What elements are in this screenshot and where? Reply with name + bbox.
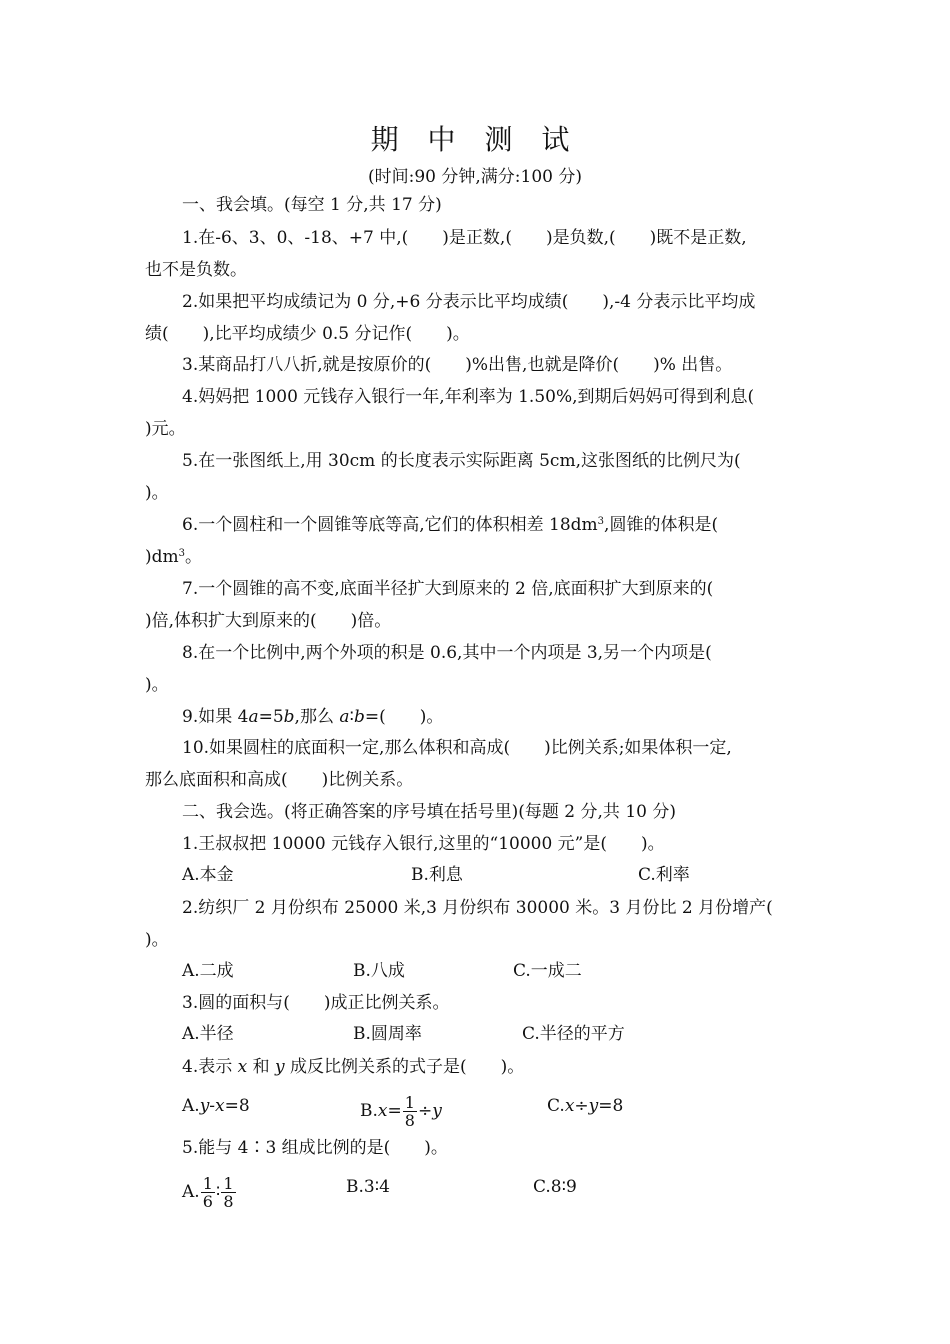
question-line: )元。 (145, 419, 186, 439)
option-b: B.x= $\frac{1}{8}$ ÷y (360, 1093, 442, 1130)
fraction: $\frac{1}{8}$ (223, 1174, 234, 1211)
question-line: 3.某商品打八八折,就是按原价的( )%出售,也就是降价( )% 出售。 (182, 355, 733, 375)
section-1-heading: 一、我会填。(每空 1 分,共 17 分) (182, 195, 442, 215)
section-2-heading: 二、我会选。(将正确答案的序号填在括号里)(每题 2 分,共 10 分) (182, 802, 676, 822)
option-b: B.3∶4 (346, 1177, 390, 1197)
question-line: 5.在一张图纸上,用 30cm 的长度表示实际距离 5cm,这张图纸的比例尺为( (182, 451, 741, 471)
question-line: )。 (145, 675, 169, 695)
option-b: B.八成 (353, 961, 405, 981)
option-c: C.8∶9 (533, 1177, 577, 1197)
option-c: C.半径的平方 (522, 1024, 625, 1044)
question-line: 6.一个圆柱和一个圆锥等底等高,它们的体积相差 $18dm^3$,圆锥的体积是( (182, 515, 719, 535)
option-c: C.利率 (638, 865, 690, 885)
option-a: A.本金 (182, 865, 234, 885)
question-line: )$dm^3$。 (145, 547, 203, 567)
question-line: )。 (145, 483, 169, 503)
question-line: 9.如果 4a=5b,那么 a∶b=( )。 (182, 707, 444, 727)
choice-question-stem: 4.表示 x 和 y 成反比例关系的式子是( )。 (182, 1057, 525, 1077)
option-a: A. $\frac{1}{6}$ ∶ $\frac{1}{8}$ (182, 1174, 234, 1211)
choice-question-stem-continued: )。 (145, 930, 169, 950)
question-line: 2.如果把平均成绩记为 0 分,+6 分表示比平均成绩( ),-4 分表示比平均成 (182, 292, 756, 312)
option-b: B.利息 (411, 865, 463, 885)
fraction: $\frac{1}{6}$ (202, 1174, 213, 1211)
page-title: 期 中 测 试 (370, 123, 580, 156)
option-a: A.二成 (182, 961, 234, 981)
question-line: )倍,体积扩大到原来的( )倍。 (145, 611, 392, 631)
option-b: B.圆周率 (353, 1024, 422, 1044)
choice-question-stem: 2.纺织厂 2 月份织布 25000 米,3 月份织布 30000 米。3 月份比 2 月份增产( (182, 898, 773, 918)
question-line: 10.如果圆柱的底面积一定,那么体积和高成( )比例关系;如果体积一定, (182, 738, 732, 758)
question-line: 也不是负数。 (145, 260, 247, 280)
choice-question-stem: 5.能与 4∶3 组成比例的是( )。 (182, 1138, 448, 1158)
choice-question-stem: 1.王叔叔把 10000 元钱存入银行,这里的“10000 元”是( )。 (182, 834, 665, 854)
exam-info: (时间:90 分钟,满分:100 分) (367, 167, 582, 187)
question-line: 1.在-6、3、0、-18、+7 中,( )是正数,( )是负数,( )既不是正数, (182, 228, 747, 248)
option-c: C.x÷y=8 (547, 1096, 624, 1116)
question-line: 8.在一个比例中,两个外项的积是 0.6,其中一个内项是 3,另一个内项是( (182, 643, 712, 663)
question-line: 4.妈妈把 1000 元钱存入银行一年,年利率为 1.50%,到期后妈妈可得到利息( (182, 387, 755, 407)
option-c: C.一成二 (513, 961, 582, 981)
question-line: 7.一个圆锥的高不变,底面半径扩大到原来的 2 倍,底面积扩大到原来的( (182, 579, 714, 599)
choice-question-stem: 3.圆的面积与( )成正比例关系。 (182, 993, 450, 1013)
option-a: A.y-x=8 (182, 1096, 250, 1116)
question-line: 那么底面积和高成( )比例关系。 (145, 770, 414, 790)
fraction: $\frac{1}{8}$ (404, 1093, 415, 1130)
option-a: A.半径 (182, 1024, 234, 1044)
question-line: 绩( ),比平均成绩少 0.5 分记作( )。 (145, 324, 470, 344)
